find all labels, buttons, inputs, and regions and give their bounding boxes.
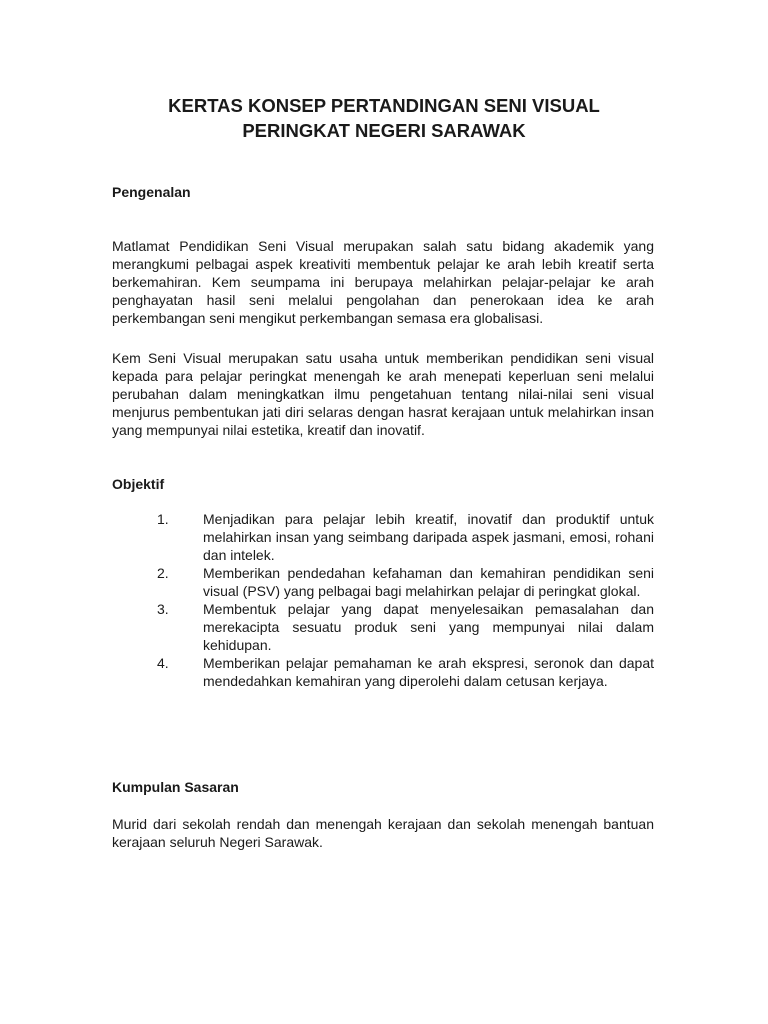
objektif-list-item — [112, 600, 654, 654]
list-item-number: 4. — [157, 655, 169, 671]
kumpulan-sasaran-paragraph: Murid dari sekolah rendah dan menengah kerajaan dan sekolah menengah bantuan kerajaan seluruh Negeri Sarawak. — [112, 816, 654, 850]
list-item-number: 1. — [157, 511, 169, 527]
objektif-list-item — [112, 510, 654, 564]
list-item-text: Menjadikan para pelajar lebih kreatif, inovatif dan produktif untuk melahirkan insan yang seimbang daripada aspek jasmani, emosi, rohani dan intelek. — [203, 511, 654, 563]
document-title-line-2: PERINGKAT NEGERI SARAWAK — [242, 120, 526, 141]
objektif-list-item — [112, 564, 654, 600]
section-heading-objektif: Objektif — [112, 476, 165, 492]
objektif-list-item — [112, 654, 654, 690]
pengenalan-paragraph-2: Kem Seni Visual merupakan satu usaha untuk memberikan pendidikan seni visual kepada para pelajar peringkat menengah ke arah menepati keperluan seni melalui perubahan dalam meningkatkan ilmu pengetahuan tentang nilai-nilai seni visual menjurus pembentukan jati diri selaras dengan hasrat kerajaan untuk melahirkan insan yang mempunyai nilai estetika, kreatif dan inovatif. — [112, 350, 654, 438]
section-heading-kumpulan-sasaran: Kumpulan Sasaran — [112, 779, 239, 795]
pengenalan-paragraph-1: Matlamat Pendidikan Seni Visual merupakan salah satu bidang akademik yang merangkumi pelbagai aspek kreativiti membentuk pelajar ke arah lebih kreatif serta berkemahiran. Kem seumpama ini berupaya melahirkan pelajar-pelajar ke arah penghayatan hasil seni melalui pengolahan dan penerokaan idea ke arah perkembangan seni mengikut perkembangan semasa era globalisasi. — [112, 238, 654, 326]
list-item-text: Memberikan pelajar pemahaman ke arah ekspresi, seronok dan dapat mendedahkan kemahiran yang diperolehi dalam cetusan kerjaya. — [203, 655, 654, 689]
section-heading-pengenalan: Pengenalan — [112, 184, 191, 200]
objektif-list — [112, 510, 654, 690]
document-title — [0, 93, 768, 143]
list-item-text: Memberikan pendedahan kefahaman dan kemahiran pendidikan seni visual (PSV) yang pelbagai bagi melahirkan pelajar di peringkat glokal. — [203, 565, 654, 599]
list-item-number: 3. — [157, 601, 169, 617]
list-item-number: 2. — [157, 565, 169, 581]
document-title-line-1: KERTAS KONSEP PERTANDINGAN SENI VISUAL — [168, 95, 600, 116]
list-item-text: Membentuk pelajar yang dapat menyelesaikan pemasalahan dan merekacipta sesuatu produk seni yang mempunyai nilai dalam kehidupan. — [203, 601, 654, 653]
